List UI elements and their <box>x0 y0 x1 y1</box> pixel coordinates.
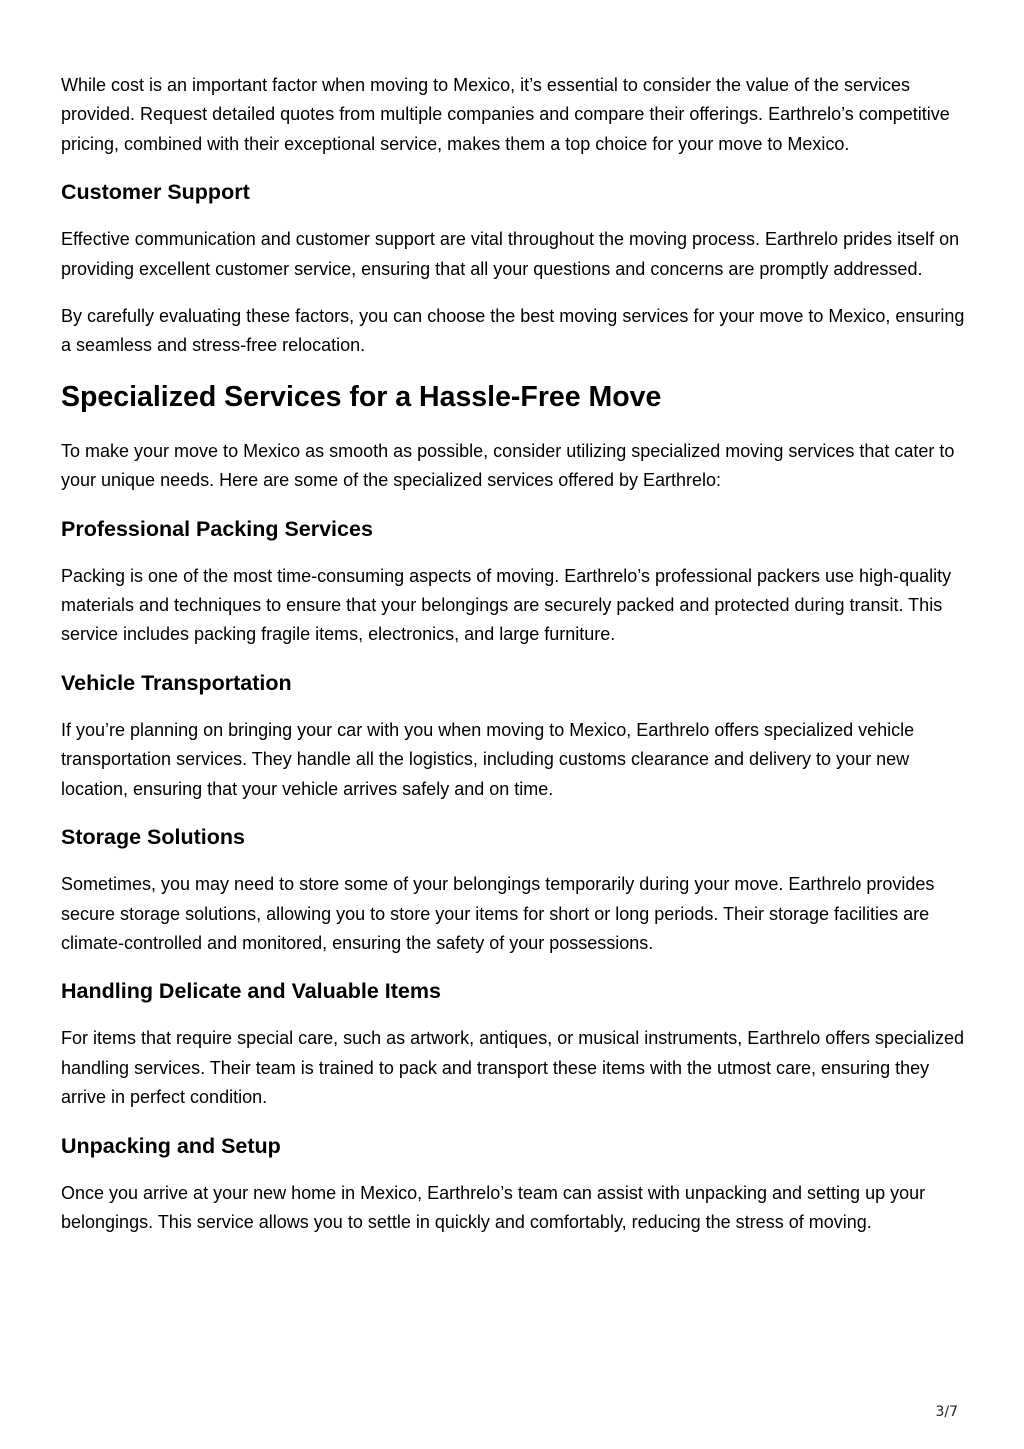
intro-paragraph: While cost is an important factor when moving to Mexico, it’s essential to consider the value of the services provided. Request detailed quotes from multiple companies and compare their offerings. Earthrelo’s competitive pricing, combined with their exceptional service, makes them a top choice for your move to Mexico. <box>61 75 950 154</box>
unpacking-setup-heading: Unpacking and Setup <box>61 1133 281 1158</box>
storage-solutions-heading: Storage Solutions <box>61 825 245 850</box>
packing-services-paragraph: Packing is one of the most time-consuming aspects of moving. Earthrelo’s professional packers use high-quality materials and techniques to ensure that your belongings are securely packed and protected during transit. This service includes packing fragile items, electronics, and large furniture. <box>61 565 952 645</box>
delicate-items-heading: Handling Delicate and Valuable Items <box>61 979 441 1004</box>
packing-services-heading: Professional Packing Services <box>61 516 373 541</box>
customer-support-paragraph: Effective communication and customer support are vital throughout the moving process. Earthrelo prides itself on providing excellent customer service, ensuring that all your questions and concerns are promptly addressed. <box>61 229 960 279</box>
document-page <box>61 71 967 1255</box>
unpacking-setup-paragraph: Once you arrive at your new home in Mexico, Earthrelo’s team can assist with unpacking and setting up your belongings. This service allows you to settle in quickly and comfortably, reducing the stress of moving. <box>61 1182 926 1232</box>
specialized-services-heading: Specialized Services for a Hassle-Free Move <box>61 380 662 413</box>
vehicle-transportation-heading: Vehicle Transportation <box>61 670 292 695</box>
vehicle-transportation-paragraph: If you’re planning on bringing your car with you when moving to Mexico, Earthrelo offers specialized vehicle transportation services. They handle all the logistics, including customs clearance and delivery to your new location, ensuring that your vehicle arrives safely and on time. <box>61 719 915 799</box>
page-number: 3/7 <box>935 1404 958 1420</box>
customer-support-heading: Customer Support <box>61 180 250 205</box>
specialized-services-intro: To make your move to Mexico as smooth as possible, consider utilizing specialized moving services that cater to your unique needs. Here are some of the specialized services offered by Earthrelo: <box>61 440 955 491</box>
storage-solutions-paragraph: Sometimes, you may need to store some of your belongings temporarily during your move. Earthrelo provides secure storage solutions, allowing you to store your items for short or long periods. Their storage facilities are climate-controlled and monitored, ensuring the safety of your possessions. <box>61 874 935 953</box>
summary-paragraph: By carefully evaluating these factors, you can choose the best moving services for your move to Mexico, ensuring a seamless and stress-free relocation. <box>61 306 965 356</box>
delicate-items-paragraph: For items that require special care, such as artwork, antiques, or musical instruments, Earthrelo offers specialized handling services. Their team is trained to pack and transport these items with the utmost care, ensuring they arrive in perfect condition. <box>61 1028 965 1108</box>
